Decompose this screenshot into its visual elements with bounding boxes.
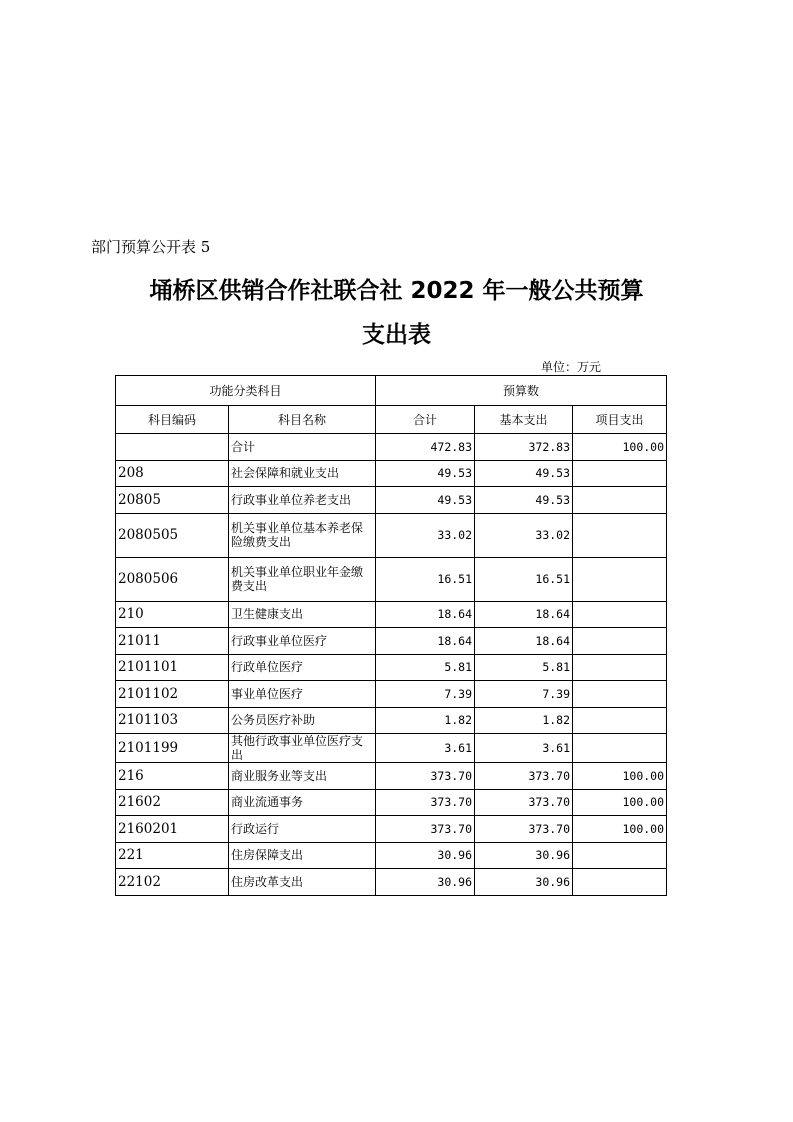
- table-row: [116, 654, 667, 681]
- row-project: [573, 654, 667, 681]
- budget-expenditure-table: [115, 375, 667, 896]
- table-row: [116, 763, 667, 790]
- row-basic: 49.53: [475, 460, 573, 487]
- table-row: [116, 707, 667, 734]
- row-total: 30.96: [376, 842, 475, 869]
- row-total: 18.64: [376, 628, 475, 655]
- table-row: [116, 869, 667, 896]
- row-project: 100.00: [573, 816, 667, 843]
- table-row: [116, 842, 667, 869]
- function-category-header: 功能分类科目: [116, 376, 376, 406]
- row-project: [573, 513, 667, 557]
- group-header-row: [116, 376, 667, 406]
- row-basic: 30.96: [475, 842, 573, 869]
- row-name: 机关事业单位基本养老保险缴费支出: [229, 513, 376, 557]
- row-total: 373.70: [376, 789, 475, 816]
- table-row: [116, 628, 667, 655]
- table-row: [116, 816, 667, 843]
- row-project: [573, 487, 667, 514]
- column-header-basic: 基本支出: [475, 406, 573, 434]
- row-code: 216: [116, 763, 229, 790]
- row-total: 49.53: [376, 487, 475, 514]
- row-name: 商业服务业等支出: [229, 763, 376, 790]
- row-project: [573, 842, 667, 869]
- row-name: 公务员医疗补助: [229, 707, 376, 734]
- row-code: 2080506: [116, 557, 229, 601]
- row-project: [573, 869, 667, 896]
- row-name: 行政事业单位养老支出: [229, 487, 376, 514]
- row-project: [573, 557, 667, 601]
- row-name: 社会保障和就业支出: [229, 460, 376, 487]
- row-basic: 30.96: [475, 869, 573, 896]
- table-row: [116, 789, 667, 816]
- row-basic: 18.64: [475, 601, 573, 628]
- budget-header: 预算数: [376, 376, 667, 406]
- row-total: 30.96: [376, 869, 475, 896]
- row-total: 49.53: [376, 460, 475, 487]
- column-header-name: 科目名称: [229, 406, 376, 434]
- row-total: 472.83: [376, 434, 475, 461]
- row-code: 221: [116, 842, 229, 869]
- row-project: [573, 628, 667, 655]
- row-code: 2101199: [116, 734, 229, 763]
- row-total: 5.81: [376, 654, 475, 681]
- row-project: 100.00: [573, 789, 667, 816]
- document-title: 埇桥区供销合作社联合社 2022 年一般公共预算: [149, 278, 644, 304]
- row-total: 7.39: [376, 681, 475, 708]
- table-row: [116, 513, 667, 557]
- row-name: 行政运行: [229, 816, 376, 843]
- row-code: 22102: [116, 869, 229, 896]
- row-name: 事业单位医疗: [229, 681, 376, 708]
- row-basic: 16.51: [475, 557, 573, 601]
- row-basic: 373.70: [475, 816, 573, 843]
- table-label: 部门预算公开表 5: [91, 238, 211, 256]
- row-name: 商业流通事务: [229, 789, 376, 816]
- row-code: 210: [116, 601, 229, 628]
- row-name: 行政单位医疗: [229, 654, 376, 681]
- row-name: 行政事业单位医疗: [229, 628, 376, 655]
- row-project: [573, 601, 667, 628]
- row-total: 3.61: [376, 734, 475, 763]
- row-total: 373.70: [376, 763, 475, 790]
- table-row: [116, 557, 667, 601]
- row-basic: 1.82: [475, 707, 573, 734]
- row-total: 1.82: [376, 707, 475, 734]
- table-row: [116, 734, 667, 763]
- row-basic: 373.70: [475, 789, 573, 816]
- row-name: 其他行政事业单位医疗支出: [229, 734, 376, 763]
- row-code: 2101101: [116, 654, 229, 681]
- unit-label: 单位：万元: [541, 360, 602, 374]
- column-header-total: 合计: [376, 406, 475, 434]
- row-total: 18.64: [376, 601, 475, 628]
- row-code: 2160201: [116, 816, 229, 843]
- table-row: [116, 434, 667, 461]
- row-name: 机关事业单位职业年金缴费支出: [229, 557, 376, 601]
- column-header-project: 项目支出: [573, 406, 667, 434]
- row-code: 2101103: [116, 707, 229, 734]
- row-total: 16.51: [376, 557, 475, 601]
- row-project: 100.00: [573, 434, 667, 461]
- row-project: [573, 734, 667, 763]
- row-name: 合计: [229, 434, 376, 461]
- table-row: [116, 681, 667, 708]
- column-header-code: 科目编码: [116, 406, 229, 434]
- row-name: 住房改革支出: [229, 869, 376, 896]
- row-project: [573, 460, 667, 487]
- table-row: [116, 460, 667, 487]
- row-basic: 7.39: [475, 681, 573, 708]
- table-row: [116, 601, 667, 628]
- row-code: 2101102: [116, 681, 229, 708]
- row-basic: 33.02: [475, 513, 573, 557]
- row-basic: 3.61: [475, 734, 573, 763]
- row-project: [573, 681, 667, 708]
- document-subtitle: 支出表: [362, 322, 431, 348]
- row-basic: 373.70: [475, 763, 573, 790]
- row-code: 21602: [116, 789, 229, 816]
- row-project: [573, 707, 667, 734]
- table-row: [116, 487, 667, 514]
- row-basic: 18.64: [475, 628, 573, 655]
- row-code: 21011: [116, 628, 229, 655]
- row-code: 20805: [116, 487, 229, 514]
- row-basic: 372.83: [475, 434, 573, 461]
- row-code: 2080505: [116, 513, 229, 557]
- row-name: 住房保障支出: [229, 842, 376, 869]
- row-basic: 49.53: [475, 487, 573, 514]
- row-code: 208: [116, 460, 229, 487]
- row-code: [116, 434, 229, 461]
- row-total: 33.02: [376, 513, 475, 557]
- column-header-row: [116, 406, 667, 434]
- row-project: 100.00: [573, 763, 667, 790]
- row-total: 373.70: [376, 816, 475, 843]
- row-name: 卫生健康支出: [229, 601, 376, 628]
- row-basic: 5.81: [475, 654, 573, 681]
